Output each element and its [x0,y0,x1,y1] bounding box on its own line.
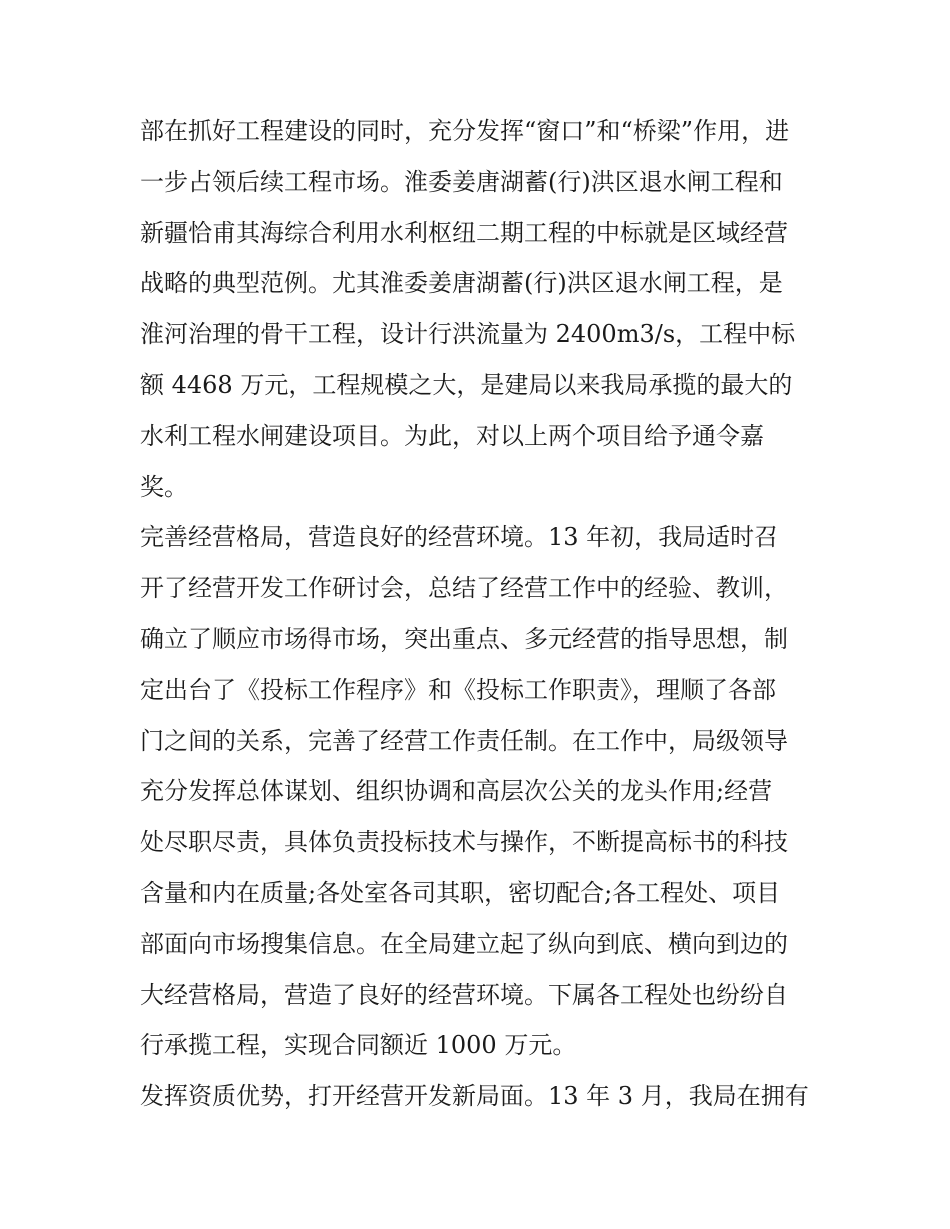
text-line: 充分发挥总体谋划、组织协调和高层次公关的龙头作用;经营 [140,777,773,806]
body-text [140,106,830,1122]
text-line: 水利工程水闸建设项目。为此，对以上两个项目给予通令嘉 [140,421,764,450]
text-line: 行承揽工程，实现合同额近 1000 万元。 [140,1031,577,1060]
text-line: 含量和内在质量;各处室各司其职，密切配合;各工程处、项目 [140,878,781,907]
text-line: 完善经营格局，营造良好的经营环境。13 年初，我局适时召 [140,523,779,552]
text-line: 部在抓好工程建设的同时，充分发挥“窗口”和“桥梁”作用，进 [140,117,790,145]
text-line: 处尽职尽责，具体负责投标技术与操作，不断提高标书的科技 [140,828,788,857]
text-line: 大经营格局，营造了良好的经营环境。下属各工程处也纷纷自 [140,980,788,1009]
text-line: 开了经营开发工作研讨会，总结了经营工作中的经验、教训， [140,574,788,603]
text-line: 战略的典型范例。尤其淮委姜唐湖蓄(行)洪区退水闸工程，是 [140,269,783,298]
text-line: 部面向市场搜集信息。在全局建立起了纵向到底、横向到边的 [140,929,788,958]
text-line: 定出台了《投标工作程序》和《投标工作职责》，理顺了各部 [140,675,776,704]
text-line: 发挥资质优势，打开经营开发新局面。13 年 3 月，我局在拥有 [140,1082,809,1111]
text-line: 门之间的关系，完善了经营工作责任制。在工作中，局级领导 [140,726,788,755]
text-line: 额 4468 万元，工程规模之大，是建局以来我局承揽的最大的 [140,370,793,399]
text-line: 一步占领后续工程市场。淮委姜唐湖蓄(行)洪区退水闸工程和 [140,167,783,196]
text-line: 奖。 [140,472,188,501]
text-line: 新疆恰甫其海综合利用水利枢纽二期工程的中标就是区域经营 [140,218,788,247]
text-line: 淮河治理的骨干工程，设计行洪流量为 2400m3/s，工程中标 [140,320,796,349]
text-line: 确立了顺应市场得市场，突出重点、多元经营的指导思想，制 [140,624,788,653]
